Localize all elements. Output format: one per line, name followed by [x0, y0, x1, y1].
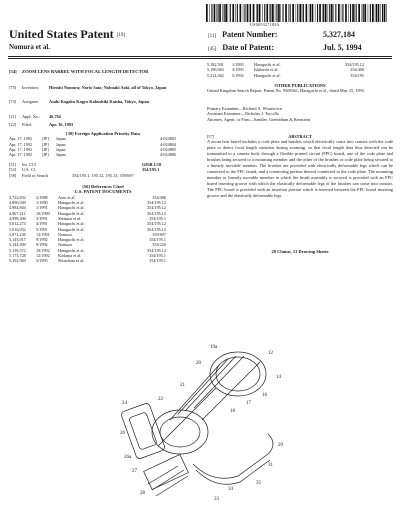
assignee-block	[9, 99, 197, 104]
figure-label: 12	[268, 351, 273, 356]
reference-name: Haraguchi et al.	[254, 72, 281, 78]
reference-date: 10/1992	[36, 247, 50, 253]
barcode-bar	[368, 4, 369, 22]
figure-label: 29	[278, 443, 283, 448]
header-rule	[8, 56, 392, 57]
refs-heading: References Cited	[91, 184, 124, 189]
reference-num: 4,896,949	[9, 200, 26, 206]
abstract-code: [57]	[207, 134, 215, 139]
assignee-text: Asahi Kogaku Kogyo Kabushiki Kaisha, Tokyo, Japan	[49, 99, 150, 104]
reference-num: 5,145,017	[9, 237, 26, 243]
reference-row	[9, 258, 197, 263]
barcode-bar	[358, 4, 360, 22]
references-block	[9, 184, 197, 264]
barcode-bar	[335, 4, 336, 22]
abstract-heading: ABSTRACT	[288, 134, 312, 139]
barcode-bar	[310, 4, 311, 22]
reference-list-left	[9, 195, 197, 264]
barcode-bar	[270, 4, 271, 22]
fpc-board	[193, 434, 273, 478]
patent-number-label: Patent Number:	[222, 30, 278, 39]
reference-num: 5,173,728	[9, 253, 26, 259]
figure-label: 33	[214, 497, 219, 502]
priority-num: 4-024803	[159, 136, 176, 142]
field-value: 354/195.1, 195.12, 195.13; 359/697	[72, 172, 134, 178]
barcode-number: US005327184A	[250, 22, 280, 27]
barcode-bar	[325, 4, 327, 22]
intcl-code: [51]	[9, 162, 17, 167]
figure-label: 26	[120, 431, 125, 436]
barcode-bar	[309, 4, 310, 22]
barcode-bar	[376, 4, 377, 22]
patent-date-row	[208, 43, 362, 52]
inventors-block	[9, 85, 197, 90]
reference-num: 5,196,963	[207, 67, 224, 73]
barcode-bar	[292, 4, 294, 22]
priority-date: Apr. 17, 1992	[9, 152, 33, 158]
filed-label: Filed:	[22, 122, 33, 127]
patent-country	[9, 27, 125, 42]
barcode-bar	[297, 4, 298, 22]
patent-drawing	[118, 334, 288, 514]
reference-name: Ishibashi et al.	[254, 67, 279, 73]
barcode-bar	[350, 4, 351, 22]
barcode-bar	[209, 4, 210, 22]
barcode-bar	[303, 4, 304, 22]
references-cont-block	[207, 62, 393, 78]
assignee-code: [73]	[9, 99, 17, 104]
priority-cc: [JP]	[42, 146, 49, 152]
barcode-bar	[378, 4, 380, 22]
reference-name: Aoto et al.	[58, 194, 76, 200]
barcode-bar	[237, 4, 238, 22]
priority-list	[9, 136, 197, 157]
uscl-code: [52]	[9, 167, 17, 173]
appl-block	[9, 114, 197, 119]
barcode-bar	[276, 4, 277, 22]
figure-label: 18	[230, 409, 235, 414]
field-label: Field of Search	[22, 172, 49, 178]
priority-cc: [JP]	[42, 136, 49, 142]
foreign-heading: Foreign Application Priority Data	[74, 131, 140, 136]
reference-date: 1/1990	[36, 200, 48, 206]
front-lens-frame	[120, 402, 165, 459]
barcode-bar	[370, 4, 371, 22]
figure-label: 22	[158, 397, 163, 402]
figure-label: 31	[268, 463, 273, 468]
barcode-bar	[322, 4, 323, 22]
barcode-bar	[262, 4, 263, 22]
barcode-bar	[278, 4, 280, 22]
foreign-priority-block	[9, 131, 197, 157]
figure-label: 17	[246, 401, 251, 406]
assistant-examiner: Assistant Examiner—Nicholas J. Tuccillo	[207, 111, 280, 117]
country-label: United States Patent	[9, 27, 114, 41]
reference-name: Shinohara et al.	[58, 258, 85, 264]
priority-country: Japan	[56, 141, 66, 147]
patent-number: 5,327,184	[323, 30, 355, 39]
barcode-bar	[288, 4, 289, 22]
barcode-bar	[296, 4, 297, 22]
priority-num: 4-024804	[159, 141, 176, 147]
reference-num: 5,192,964	[9, 258, 26, 264]
reference-name: Kodama et al.	[58, 253, 82, 259]
barcode-bar	[235, 4, 236, 22]
barcode-bar	[275, 4, 276, 22]
reference-num: 5,159,372	[9, 247, 26, 253]
reference-num: 5,016,032	[9, 226, 26, 232]
reference-cls: 354/400	[350, 67, 364, 73]
priority-date: Apr. 17, 1992	[9, 146, 33, 152]
barcode-bar	[323, 4, 324, 22]
reference-cls: 354/195.1	[149, 216, 166, 221]
barcode-bar	[256, 4, 257, 22]
barcode-bar	[375, 4, 376, 22]
priority-date: Apr. 17, 1992	[9, 136, 33, 142]
barcode-bar	[225, 4, 227, 22]
lens-barrel-front-inner	[160, 417, 200, 447]
reference-cls: 354/220	[152, 242, 166, 248]
reference-cls: 354/406	[152, 194, 166, 200]
priority-row	[9, 152, 197, 157]
barcode-bar	[247, 4, 249, 22]
figure-label: 24	[122, 401, 127, 406]
reference-cls: 354/195.1	[149, 253, 166, 259]
reference-num: 5,071,246	[9, 231, 26, 237]
inventors-label: Inventors:	[22, 85, 40, 90]
barcode-bar	[228, 4, 229, 22]
patent-date: Jul. 5, 1994	[323, 43, 362, 52]
barcode-bar	[230, 4, 231, 22]
figure-label: 19a	[210, 345, 218, 350]
classification-block	[9, 162, 197, 178]
barcode-bar	[356, 4, 357, 22]
reference-num: 5,144,409	[9, 242, 26, 248]
figure-label: 20	[196, 361, 201, 366]
reference-num: 4,967,211	[9, 210, 26, 216]
figure-label: 14	[276, 375, 281, 380]
intcl-label: Int. Cl.5	[22, 162, 37, 167]
reference-cls: 354/195.12	[147, 226, 166, 232]
reference-name: Haraguchi et al.	[58, 205, 85, 211]
barcode-bar	[244, 4, 245, 22]
abstract-block	[207, 134, 393, 199]
figure-label: 28	[140, 491, 145, 496]
barcode	[206, 4, 390, 22]
reference-cls: 354/195.12	[147, 247, 166, 253]
barcode-bar	[264, 4, 265, 22]
reference-name: Haraguchi et al.	[58, 226, 85, 232]
claims-line: 28 Claims, 13 Drawing Sheets	[271, 249, 329, 254]
barcode-bar	[266, 4, 268, 22]
assignee-label: Assignee:	[22, 99, 39, 104]
patent-title: ZOOM LENS BARREL WITH FOCAL LENGTH DETECTOR	[22, 69, 149, 74]
barcode-bar	[214, 4, 216, 22]
reference-name: Nomura	[58, 231, 72, 237]
barcode-bar	[386, 4, 387, 22]
barcode-bar	[219, 4, 221, 22]
priority-num: 4-024806	[159, 152, 176, 158]
inventors-text: Hiroshi Nomura; Norio Sato; Nobuaki Aoki, all of Tokyo, Japan	[49, 85, 167, 90]
barcode-bar	[306, 4, 308, 22]
priority-cc: [JP]	[42, 141, 49, 147]
appl-code: [21]	[9, 114, 17, 119]
barcode-bar	[312, 4, 314, 22]
reference-list-right	[207, 62, 393, 78]
figure-label: 16	[262, 393, 267, 398]
abstract-text: A zoom lens barrel includes a code plate and brushes which electrically come into contact with the code plate to detect focal length variation during zooming, so that focal length data thus detected can be transmitted to a camera body through a flexible printed circuit (FPC) board, one of the code plate and brushes being secured to a mounting member and the other of the brushes or code plate being secured to a linearly movable member. The brushes are provided with electrically deformable legs which can be connected to the FPC board, and a connecting portion thereof connected to the code plate. The mounting member or linearly movable member to which the brush assembly is secured is provided with an FPC board inserting groove with which the elastically deformable legs of the brushes can come into contact. The FPC board is provided with an insertion portion which is inserted between the FPC board inserting groove and the elastically deformable legs.	[207, 139, 393, 199]
foreign-code: [30]	[66, 131, 74, 136]
barcode-bar	[250, 4, 251, 22]
other-publications-block	[207, 83, 393, 94]
barcode-bar	[285, 4, 287, 22]
reference-cls: 354/195.12	[147, 200, 166, 206]
reference-date: 5/1991	[36, 226, 48, 232]
primary-examiner: Primary Examiner—Richard A. Wintercorn	[207, 106, 282, 111]
reference-num: 5,182,591	[207, 62, 224, 67]
appl-label: Appl. No.:	[22, 114, 41, 119]
barcode-bar	[355, 4, 356, 22]
reference-name: Nomura	[58, 242, 72, 248]
inventors-code: [75]	[9, 85, 17, 90]
barcode-bar	[364, 4, 366, 22]
priority-country: Japan	[56, 146, 66, 152]
reference-num: 4,984,604	[9, 205, 26, 211]
barcode-bar	[218, 4, 219, 22]
barcode-bar	[338, 4, 340, 22]
barcode-bar	[380, 4, 381, 22]
reference-date: 9/1992	[36, 242, 48, 248]
barcode-bar	[362, 4, 363, 22]
filed-date: Apr. 16, 1993	[49, 122, 74, 127]
refs-code: [56]	[82, 184, 90, 189]
barcode-bar	[328, 4, 329, 22]
reference-name: Haraguchi et al.	[58, 247, 85, 253]
reference-date: 3/1993	[232, 67, 244, 73]
barcode-bar	[253, 4, 255, 22]
reference-cls: 354/195	[350, 72, 364, 78]
reference-date: 5/1993	[232, 72, 244, 78]
barcode-bar	[384, 4, 386, 22]
reference-date: 2/1988	[36, 194, 48, 200]
lens-barrel-rear-ring	[210, 352, 266, 396]
barcode-bar	[290, 4, 291, 22]
barcode-bar	[224, 4, 225, 22]
barcode-bar	[249, 4, 250, 22]
reference-name: Haraguchi et al.	[58, 221, 85, 227]
country-code: [19]	[116, 32, 125, 38]
barcode-bar	[319, 4, 321, 22]
reference-name: Shimizu et al.	[58, 216, 82, 221]
reference-cls: 354/195.12	[147, 210, 166, 216]
figure-label: 34	[228, 487, 233, 492]
barcode-bar	[211, 4, 212, 22]
title-block	[9, 69, 197, 74]
reference-date: 1/1991	[36, 205, 48, 211]
barcode-bar	[299, 4, 301, 22]
barcode-bar	[206, 4, 208, 22]
reference-cls: 354/195.12	[345, 62, 364, 67]
reference-num: 5,012,274	[9, 221, 26, 227]
barcode-bar	[348, 4, 349, 22]
reference-date: 1/1993	[232, 62, 244, 67]
figure-label: 26a	[124, 455, 132, 460]
reference-row	[207, 73, 393, 78]
figure-label: 21	[180, 383, 185, 388]
barcode-bar	[331, 4, 333, 22]
barcode-bar	[317, 4, 318, 22]
uscl-label: U.S. Cl.	[22, 167, 36, 173]
barcode-bar	[302, 4, 303, 22]
filed-code: [22]	[9, 122, 17, 127]
examiners-block	[207, 106, 393, 122]
barcode-bar	[257, 4, 258, 22]
front-lens-window	[129, 412, 158, 450]
priority-country: Japan	[56, 136, 66, 142]
barcode-bar	[329, 4, 330, 22]
priority-num: 4-024805	[159, 146, 176, 152]
reference-cls: 354/195.12	[147, 205, 166, 211]
reference-name: Haraguchi et al.	[254, 62, 281, 67]
other-pub-text: United Kingdom Search Report, Patent No. 9308361, Haraguchi et al., dated May 25, 1993.	[207, 88, 365, 94]
barcode-bar	[363, 4, 364, 22]
appl-number: 46,794	[49, 114, 61, 119]
barcode-bar	[382, 4, 383, 22]
barcode-bar	[240, 4, 242, 22]
reference-date: 9/1992	[36, 237, 48, 243]
code-plate	[144, 454, 189, 489]
date-label: Date of Patent:	[222, 43, 274, 52]
patent-number-row	[208, 30, 355, 39]
date-code: [45]	[208, 47, 217, 52]
barcode-bar	[222, 4, 223, 22]
priority-country: Japan	[56, 152, 66, 158]
barcode-bar	[315, 4, 316, 22]
title-code: [54]	[9, 69, 17, 74]
reference-date: 3/1991	[36, 216, 48, 221]
barcode-bar	[272, 4, 274, 22]
barcode-bar	[243, 4, 244, 22]
barcode-bar	[216, 4, 217, 22]
reference-date: 4/1991	[36, 221, 48, 227]
other-pub-heading: OTHER PUBLICATIONS	[274, 83, 326, 88]
reference-name: Haraguchi et al.	[58, 210, 85, 216]
barcode-bar	[342, 4, 343, 22]
field-code: [58]	[9, 172, 17, 178]
reference-cls: 359/697	[152, 231, 166, 237]
reference-date: 12/1992	[36, 253, 50, 259]
reference-name: Haraguchi et al.	[58, 237, 85, 243]
brush-legs	[148, 466, 188, 496]
header-rule-2	[8, 58, 392, 59]
barcode-bar	[259, 4, 261, 22]
barcode-bar	[232, 4, 234, 22]
intcl-value: G03B 1/18	[142, 162, 162, 167]
barcode-bar	[283, 4, 284, 22]
reference-date: 10/1990	[36, 210, 50, 216]
barcode-bar	[352, 4, 354, 22]
barcode-bar	[341, 4, 342, 22]
reference-num: 4,722,832	[9, 194, 26, 200]
us-docs-heading: U.S. PATENT DOCUMENTS	[74, 189, 132, 195]
uscl-value: 354/195.1	[142, 167, 160, 173]
lens-barrel-front-ring	[152, 410, 208, 454]
barcode-bar	[333, 4, 334, 22]
figure-label: 27	[132, 469, 137, 474]
barcode-bar	[345, 4, 347, 22]
reference-num: 4,998,496	[9, 216, 26, 221]
reference-cls: 354/195.12	[147, 221, 166, 227]
reference-cls: 354/195.1	[149, 258, 166, 264]
figure-label: 35	[256, 481, 261, 486]
barcode-bar	[280, 4, 281, 22]
filed-block	[9, 122, 197, 127]
barcode-bar	[269, 4, 270, 22]
reference-date: 12/1991	[36, 231, 50, 237]
inventor-heading: Nomura et al.	[9, 43, 51, 51]
barcode-bar	[372, 4, 374, 22]
reference-cls: 354/195.1	[149, 237, 166, 243]
reference-date: 3/1993	[36, 258, 48, 264]
priority-cc: [JP]	[42, 152, 49, 158]
reference-num: 5,214,462	[207, 72, 224, 78]
priority-date: Apr. 17, 1992	[9, 141, 33, 147]
patent-number-code: [11]	[208, 34, 217, 39]
reference-name: Haraguchi et al.	[58, 200, 85, 206]
attorney: Attorney, Agent, or Firm—Sandler, Greenblum & Bernstein	[207, 116, 311, 122]
